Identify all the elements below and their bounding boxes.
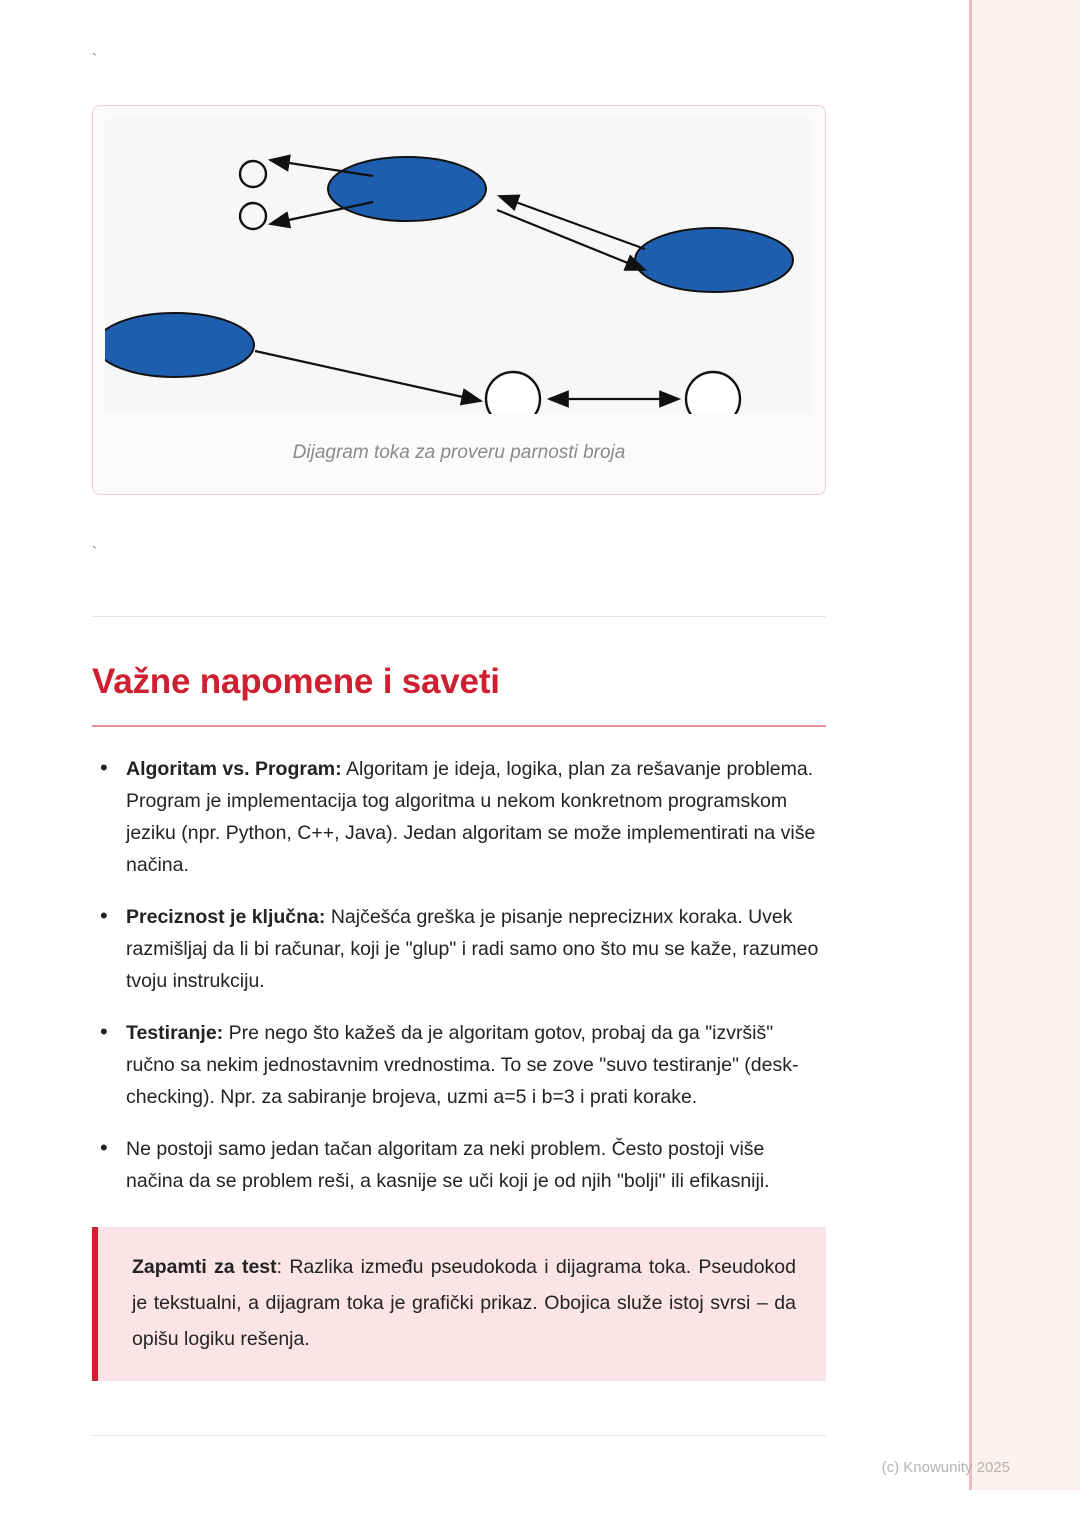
flow-diagram-svg [105, 118, 813, 414]
list-item-lead: Testiranje: [126, 1022, 224, 1044]
node-circle-small-1 [240, 161, 266, 187]
notes-list [92, 753, 826, 1197]
copyright-notice: (c) Knowunity 2025 [881, 1459, 1010, 1476]
list-item-lead: Algoritam vs. Program: [126, 758, 342, 780]
node-ellipse-2 [635, 228, 793, 292]
code-fence-marker-bottom: ` [92, 544, 97, 561]
list-item-text: Pre nego što kažeš da je algoritam gotov, probaj da ga "izvršiš" ručno sa nekim jednostavnim vrednostima. To se zove "suvo testiranje" (desk-checking). Npr. za sabiranje brojeva, uzmi a=5 i b=3 i prati korake. [126, 1022, 799, 1108]
arrow-5 [255, 351, 481, 401]
list-item-text: Ne postoji samo jedan tačan algoritam za neki problem. Često postoji više načina da se problem reši, a kasnije se uči koji je od njih "bolji" ili efikasniji. [126, 1138, 770, 1192]
node-ellipse-1 [328, 157, 486, 221]
section-divider-bottom [92, 1435, 826, 1436]
code-fence-marker-top: ` [92, 51, 97, 68]
node-ellipse-3 [105, 313, 254, 377]
list-item-lead: Preciznost je ključna: [126, 906, 326, 928]
diagram-canvas [105, 118, 813, 414]
callout-text [132, 1249, 796, 1357]
figure-caption: Dijagram toka za proveru parnosti broja [292, 442, 626, 463]
callout-lead: Zapamti za test [132, 1256, 277, 1278]
title-underline [92, 725, 826, 727]
list-item [92, 1017, 826, 1113]
list-item [92, 901, 826, 997]
node-circle-big-2 [686, 372, 740, 414]
list-item-text: Algoritam je ideja, logika, plan za rešavanje problema. Program je implementacija tog algoritma u nekom konkretnom programskom jeziku (npr. Python, C++, Java). Jedan algoritam se može implementirati na više načina. [126, 758, 816, 876]
list-item [92, 1133, 826, 1197]
page-side-gutter [969, 0, 1080, 1490]
figure-card [92, 105, 826, 495]
node-circle-small-2 [240, 203, 266, 229]
page-title: Važne napomene i saveti [92, 662, 500, 701]
callout-body: : Razlika između pseudokoda i dijagrama toka. Pseudokod je tekstualni, a dijagram toka je grafički prikaz. Obojica služe istoj svrsi – da opišu logiku rešenja. [132, 1256, 796, 1350]
callout-box [92, 1227, 826, 1381]
list-item [92, 753, 826, 881]
section-divider-top [92, 616, 826, 617]
list-item-text: Najčešća greška je pisanje neprecizних koraka. Uvek razmišljaj da li bi računar, koji je "glup" i radi samo ono što mu se kaže, razumeo tvoju instrukciju. [126, 906, 819, 992]
node-circle-big-1 [486, 372, 540, 414]
